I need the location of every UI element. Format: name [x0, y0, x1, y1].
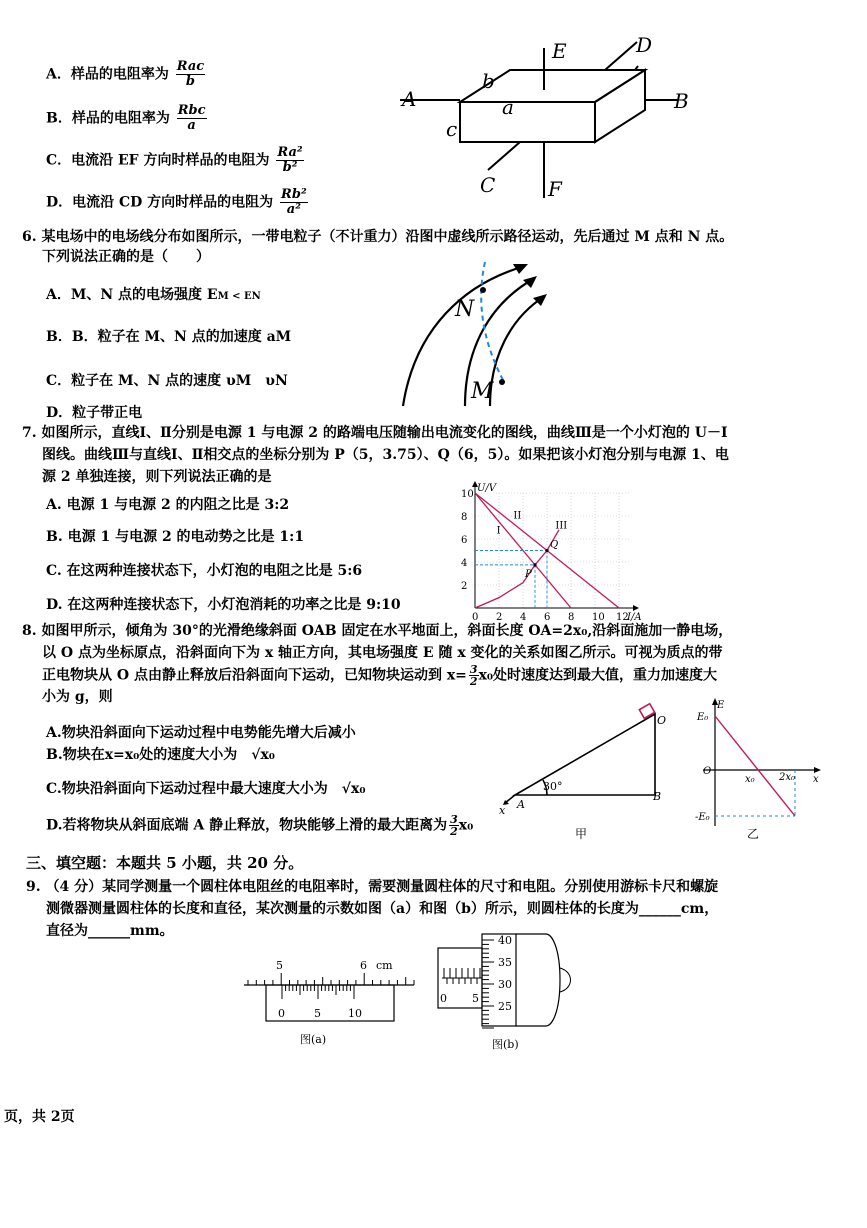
ratchet: [516, 934, 560, 1026]
label-n: N: [455, 297, 475, 322]
section-3-title: 三、填空题：本题共 5 小题，共 20 分。: [26, 854, 304, 872]
slab-side-face: [595, 70, 645, 142]
caption-b: 图(b): [492, 1038, 519, 1051]
q6-option-b: B．B．粒子在 M、N 点的加速度 aM: [46, 329, 292, 345]
label-p: P: [525, 568, 532, 580]
x-arrow: [633, 605, 639, 611]
label-x: x: [499, 804, 506, 817]
q7-ui-chart: [455, 475, 655, 623]
x-tick-12: 12: [616, 612, 629, 623]
series-III: [475, 530, 559, 608]
label-b: B: [653, 790, 662, 803]
q6-field-figure: [395, 258, 555, 408]
q8-stem-3: 正电物块从 O 点由静止释放后沿斜面向下运动，已知物块运动到 x= $\frac{3}{2}$ x₀处时速度达到最大值，重力加速度大: [42, 663, 718, 688]
q7-option-a: A. 电源 1 与电源 2 的内阻之比是 3:2: [46, 497, 290, 513]
x-tick-0: 0: [472, 612, 479, 623]
label-e-axis: E: [717, 700, 725, 711]
y-tick-2: 2: [461, 581, 468, 592]
sleeve-label-0: 0: [440, 992, 447, 1005]
micrometer-figure: [436, 928, 596, 1053]
y-tick-8: 8: [461, 512, 468, 523]
wire-c: [488, 142, 520, 170]
q6-stem-1: 6. 某电场中的电场线分布如图所示，一带电粒子（不计重力）沿图中虚线所示路径运动，先后通过 M 点和 N 点。: [22, 229, 734, 245]
caption-jia: 甲: [575, 827, 588, 841]
label-2x0: 2x₀: [779, 772, 796, 783]
q8-stem-2: 以 O 点为坐标原点，沿斜面向下为 x 轴正方向，其电场强度 E 随 x 变化的关系如图乙所示。可视为质点的带: [42, 645, 723, 661]
thimble-label-40: 40: [498, 934, 512, 947]
incline-triangle: [515, 714, 655, 795]
label-line-i: I: [496, 525, 501, 537]
q9-stem-3: 直径为______mm。: [46, 923, 174, 939]
label-m: M: [471, 379, 494, 404]
label-o: O: [657, 714, 667, 727]
x-tick-6: 6: [544, 612, 551, 623]
y-tick-10: 10: [461, 489, 474, 500]
label-e-upper: E: [552, 39, 567, 63]
vernier-label-0: 0: [278, 1007, 285, 1020]
q8-incline-figure: [495, 700, 675, 845]
caption-yi: 乙: [747, 827, 760, 841]
vernier-label-5: 5: [314, 1007, 321, 1020]
label-c-upper: C: [480, 173, 496, 197]
label-a: A: [517, 798, 525, 811]
label-f-upper: F: [548, 177, 562, 201]
q8-e-x-graph: [695, 698, 825, 846]
q8-option-d: D.若将物块从斜面底端 A 静止释放，物块能够上滑的最大距离为 $\frac{3}{2}$ x₀: [46, 813, 474, 838]
label-b-upper: B: [674, 89, 689, 113]
e-line: [715, 716, 795, 816]
q8-stem-1: 8. 如图甲所示，倾角为 30°的光滑绝缘斜面 OAB 固定在水平地面上，斜面长度 OA=2x₀,沿斜面施加一静电场，: [22, 623, 733, 639]
q7-stem-3: 源 2 单独连接，则下列说法正确的是: [42, 469, 272, 485]
label-d-upper: D: [636, 33, 653, 57]
caption-a: 图(a): [300, 1033, 327, 1046]
q5-option-a: A．样品的电阻率为 $\frac{\text{Rac}}{b}$: [46, 59, 205, 89]
q6-option-d: D．粒子带正电: [46, 405, 143, 421]
label-x0: x₀: [745, 774, 755, 785]
label-angle: 30°: [543, 780, 563, 793]
q7-stem-1: 7. 如图所示，直线Ⅰ、Ⅱ分别是电源 1 与电源 2 的路端电压随输出电流变化的图线，曲线Ⅲ是一个小灯泡的 U－I: [22, 425, 728, 441]
label-line-iii: III: [555, 520, 568, 532]
label-a-lower: a: [502, 95, 514, 119]
q5-option-d: D．电流沿 CD 方向时样品的电阻为 $\frac{\text{Rb²}}{\text{a²}}$: [46, 187, 307, 217]
q7-stem-2: 图线。曲线Ⅲ与直线Ⅰ、Ⅱ相交点的坐标分别为 P（5，3.75）、Q（6，5）。如果把该小灯泡分别与电源 1、电: [42, 447, 729, 463]
thimble-label-30: 30: [498, 978, 512, 991]
q6-option-c: C．粒子在 M、N 点的速度 υM υN: [46, 373, 288, 389]
label-origin: O: [703, 766, 712, 777]
arrow-2: [523, 276, 537, 288]
q5-slab-figure: [400, 30, 700, 200]
sleeve-label-5: 5: [472, 992, 479, 1005]
y-axis-label: U/V: [477, 483, 497, 494]
y-tick-6: 6: [461, 535, 468, 546]
vernier-label-10: 10: [348, 1007, 362, 1020]
wire-d: [605, 42, 637, 70]
label-line-ii: II: [513, 510, 522, 522]
q9-stem-2: 测微器测量圆柱体的长度和直径，某次测量的示数如图（a）和图（b）所示，则圆柱体的长度为______cm，: [46, 901, 719, 917]
q8-stem-4: 小为 g，则: [42, 689, 113, 705]
field-line-3: [490, 296, 545, 406]
label-c-lower: c: [446, 117, 458, 141]
label-x-axis: x: [813, 774, 819, 785]
q7-option-d: D. 在这两种连接状态下，小灯泡消耗的功率之比是 9:10: [46, 597, 401, 613]
main-label-6: 6: [360, 959, 367, 972]
q5-option-b: B．样品的电阻率为 $\frac{\text{Rbc}}{a}$: [46, 103, 206, 133]
x-tick-2: 2: [496, 612, 503, 623]
point-Q: [545, 549, 548, 552]
point-n: [480, 287, 486, 293]
q8-option-c: C.物块沿斜面向下运动过程中最大速度大小为 √x₀: [46, 781, 366, 797]
label-b-lower: b: [482, 69, 495, 93]
thimble-label-35: 35: [498, 956, 512, 969]
main-label-unit: cm: [376, 959, 393, 972]
q7-option-b: B. 电源 1 与电源 2 的电动势之比是 1:1: [46, 529, 305, 545]
q5-option-c: C．电流沿 EF 方向时样品的电阻为 $\frac{\text{Ra²}}{\text{b²}}$: [46, 145, 303, 175]
slab-front-face: [460, 102, 595, 142]
page-footer: 页，共 2页: [4, 1109, 75, 1125]
q8-option-b: B.物块在x=x₀处的速度大小为 √x₀: [46, 747, 275, 763]
thimble-label-25: 25: [498, 1000, 512, 1013]
vernier-caliper-figure: [240, 955, 420, 1050]
x-axis-label: I/A: [627, 612, 642, 623]
point-m: [499, 379, 505, 385]
y-tick-4: 4: [461, 558, 468, 569]
q9-stem-1: 9. （4 分）某同学测量一个圆柱体电阻丝的电阻率时，需要测量圆柱体的尺寸和电阻。分别使用游标卡尺和螺旋: [26, 879, 719, 895]
point-P: [533, 563, 536, 566]
label-q: Q: [550, 539, 559, 551]
label-neg-e0: -E₀: [695, 812, 710, 823]
label-e0: E₀: [697, 712, 709, 723]
main-label-5: 5: [276, 959, 283, 972]
q6-option-a: A．M、N 点的电场强度 EM < EN: [46, 287, 261, 303]
x-tick-4: 4: [520, 612, 527, 623]
label-a-upper: A: [402, 87, 417, 111]
q6-stem-2: 下列说法正确的是（ ）: [42, 249, 210, 265]
x-tick-10: 10: [592, 612, 605, 623]
x-tick-8: 8: [568, 612, 575, 623]
q8-option-a: A.物块沿斜面向下运动过程中电势能先增大后减小: [46, 725, 356, 741]
q7-option-c: C. 在这两种连接状态下，小灯泡的电阻之比是 5:6: [46, 563, 363, 579]
